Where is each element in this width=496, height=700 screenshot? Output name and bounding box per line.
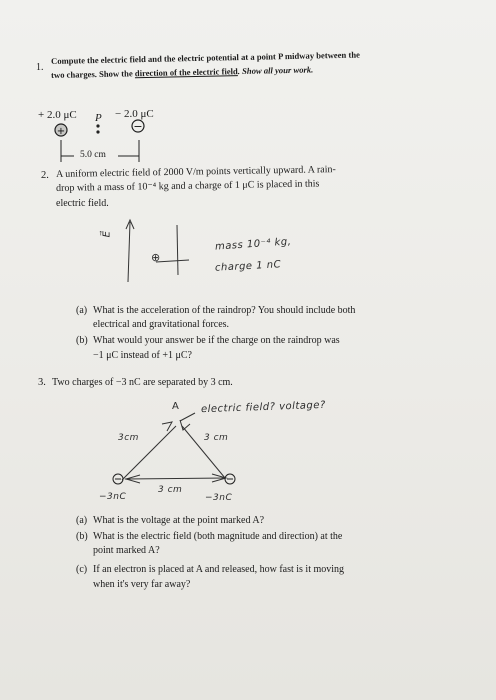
q1-line2-b: direction of the electric field	[134, 66, 238, 79]
q3-text-line1: Two charges of −3 nC are separated by 3 cm.	[52, 377, 233, 388]
q3-part-c-line2: when it's very far away?	[93, 579, 191, 590]
q2-text-line2: drop with a mass of 10⁻⁴ kg and a charge of 1 μC is placed in this	[55, 178, 320, 194]
raindrop-mass-note: mass 10⁻⁴ kg,	[214, 236, 292, 253]
q3-part-b-line1: What is the electric field (both magnitude and direction) at the	[93, 531, 343, 542]
right-side-arrowhead	[180, 420, 190, 430]
q3-part-b-label: (b)	[76, 531, 88, 542]
q1-point-label: P	[95, 112, 102, 124]
q3-part-a-line1: What is the voltage at the point marked A?	[93, 515, 265, 526]
q2-part-b-label: (b)	[76, 335, 88, 346]
q1-line2-a: two charges. Show the	[50, 68, 135, 80]
q3-part-c-label: (c)	[76, 564, 88, 575]
q2-part-b-line1: What would your answer be if the charge on the raindrop was	[93, 335, 340, 346]
q1-right-charge-label: − 2.0 μC	[115, 108, 154, 120]
q3-base-label: 3 cm	[158, 485, 183, 495]
q1-text-line1: Compute the electric field and the electric potential at a point P midway between the	[50, 49, 360, 66]
q2-part-a-line2: electrical and gravitational forces.	[93, 319, 230, 330]
negative-charge-symbol: −	[133, 120, 143, 133]
q3-number: 3.	[38, 377, 46, 388]
q3-question-note: electric field? voltage?	[200, 399, 326, 416]
q3-right-charge-label: −3nC	[205, 493, 233, 503]
q1-left-charge-label: + 2.0 μC	[38, 109, 77, 121]
q3-part-c-line1: If an electron is placed at A and released, how fast is it moving	[93, 564, 345, 575]
raindrop-charge-symbol: ⊕	[151, 251, 161, 264]
raindrop-charge-note: charge 1 nC	[214, 259, 282, 274]
q3-left-charge-label: −3nC	[99, 492, 127, 502]
q3-right-side-label: 3 cm	[204, 433, 229, 443]
q3-left-side-label: 3cm	[118, 433, 139, 443]
q2-part-a-line1: What is the acceleration of the raindrop? You should include both	[93, 305, 356, 316]
q3-point-a-label: A	[172, 401, 180, 412]
field-vector-label: E⃗	[101, 230, 113, 238]
q3-part-b-line2: point marked A?	[93, 545, 160, 556]
q2-text-line1: A uniform electric field of 2000 V/m points vertically upward. A rain-	[55, 164, 336, 180]
q1-line2-c: . Show all your work.	[237, 64, 314, 77]
q1-number: 1.	[36, 62, 44, 73]
q1-distance-label: 5.0 cm	[80, 150, 106, 160]
left-side-arrowhead	[162, 422, 172, 431]
q2-part-a-label: (a)	[76, 305, 88, 316]
q2-number: 2.	[41, 170, 49, 181]
q3-part-a-label: (a)	[76, 515, 88, 526]
point-a-pointer	[180, 413, 195, 421]
q2-part-b-line2: −1 μC instead of +1 μC?	[93, 350, 192, 361]
positive-charge-symbol: +	[56, 126, 66, 137]
triangle-base	[125, 478, 226, 479]
q2-text-line3: electric field.	[56, 198, 109, 209]
